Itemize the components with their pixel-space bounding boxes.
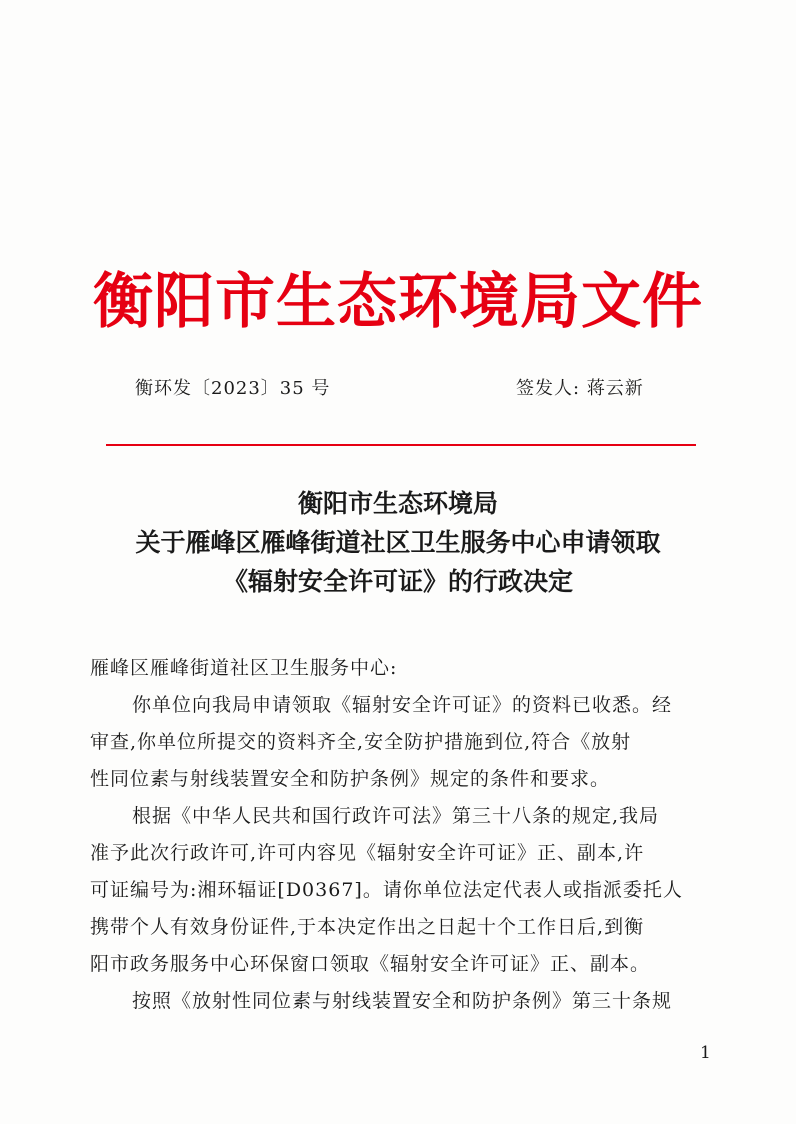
addressee: 雁峰区雁峰街道社区卫生服务中心: <box>90 657 398 679</box>
body-line: 审查,你单位所提交的资料齐全,安全防护措施到位,符合《放射 <box>90 731 632 753</box>
signer: 签发人: 蒋云新 <box>516 378 644 399</box>
body-line: 根据《中华人民共和国行政许可法》第三十八条的规定,我局 <box>132 805 660 827</box>
document-number: 衡环发〔2023〕35 号 <box>135 378 331 399</box>
body-line: 携带个人有效身份证件,于本决定作出之日起十个工作日后,到衡 <box>90 916 645 938</box>
title-line: 关于雁峰区雁峰街道社区卫生服务中心申请领取 <box>135 528 661 557</box>
body-line: 性同位素与射线装置安全和防护条例》规定的条件和要求。 <box>90 768 611 790</box>
body-line: 按照《放射性同位素与射线装置安全和防护条例》第三十条规 <box>132 990 673 1012</box>
body-line: 准予此次行政许可,许可内容见《辐射安全许可证》正、副本,许 <box>90 842 645 864</box>
document-masthead: 衡阳市生态环境局文件 <box>93 267 703 337</box>
red-divider-line <box>106 444 696 446</box>
body-line: 阳市政务服务中心环保窗口领取《辐射安全许可证》正、副本。 <box>90 953 651 975</box>
document-title <box>0 484 796 601</box>
body-line: 可证编号为:湘环辐证[D0367]。请你单位法定代表人或指派委托人 <box>90 879 683 901</box>
title-line: 衡阳市生态环境局 <box>297 489 498 518</box>
document-body <box>90 650 720 1020</box>
title-line: 《辐射安全许可证》的行政决定 <box>222 567 573 596</box>
page-number: 1 <box>700 1043 711 1063</box>
body-line: 你单位向我局申请领取《辐射安全许可证》的资料已收悉。经 <box>132 694 673 716</box>
